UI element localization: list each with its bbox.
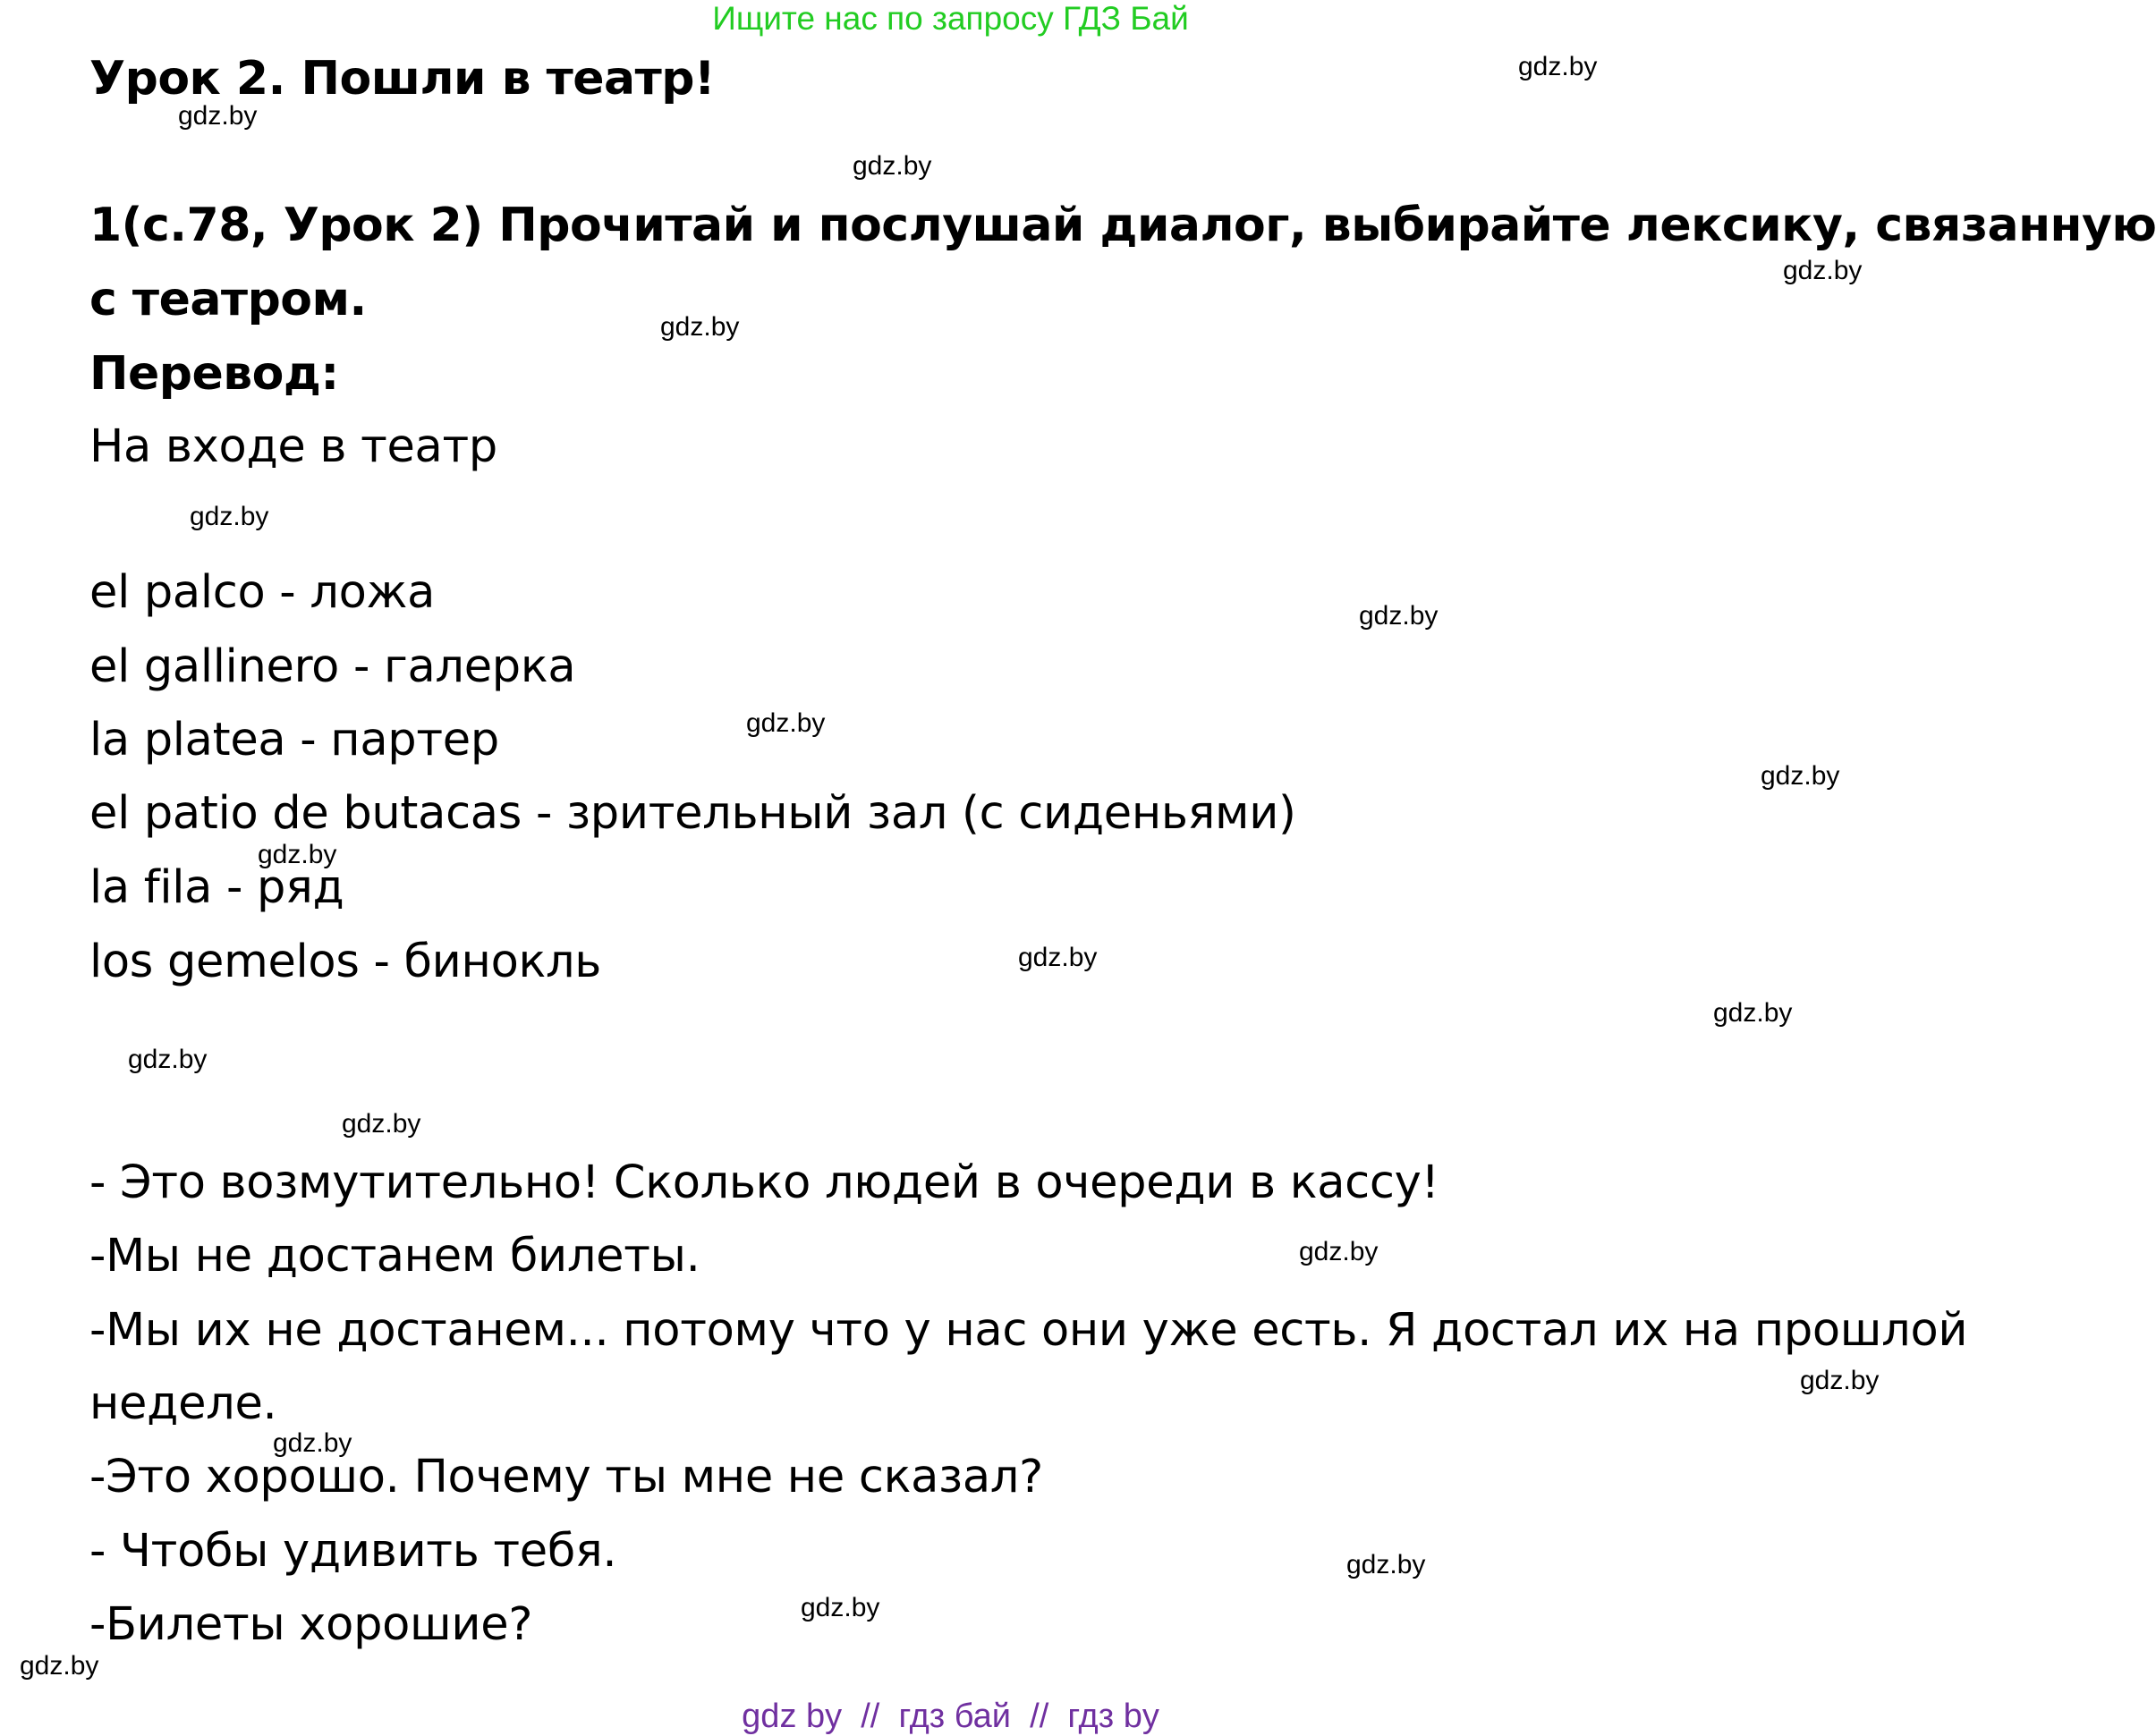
watermark: gdz.by	[1800, 1366, 1880, 1395]
watermark: gdz.by	[1761, 761, 1840, 791]
watermark: gdz.by	[1346, 1550, 1426, 1579]
watermark: gdz.by	[190, 502, 269, 531]
dialogue-line: - Чтобы удивить тебя.	[89, 1525, 617, 1578]
watermark: gdz.by	[342, 1109, 421, 1139]
watermark: gdz.by	[258, 840, 337, 869]
watermark: gdz.by	[853, 151, 932, 181]
watermark: gdz.by	[1359, 601, 1439, 631]
watermark: gdz.by	[1018, 943, 1098, 972]
vocab-item: los gemelos - бинокль	[89, 936, 602, 988]
task-heading-line-1: 1(с.78, Урок 2) Прочитай и послушай диалог, выбирайте лексику, связанную	[89, 199, 2156, 252]
section-subtitle: На входе в театр	[89, 420, 497, 473]
watermark: gdz.by	[20, 1651, 99, 1681]
vocab-item: el palco - ложа	[89, 566, 436, 619]
dialogue-line: -Это хорошо. Почему ты мне не сказал?	[89, 1451, 1043, 1503]
translation-label: Перевод:	[89, 347, 339, 401]
watermark: gdz.by	[128, 1045, 208, 1074]
dialogue-line: неделе.	[89, 1377, 277, 1430]
watermark: gdz.by	[1518, 52, 1598, 81]
watermark: gdz.by	[801, 1593, 880, 1622]
dialogue-line: - Это возмутительно! Сколько людей в очереди в кассу!	[89, 1156, 1439, 1209]
vocab-item: el gallinero - галерка	[89, 640, 576, 693]
watermark: gdz.by	[178, 101, 258, 131]
watermark: gdz.by	[660, 312, 740, 342]
vocab-item: el patio de butacas - зрительный зал (с сиденьями)	[89, 787, 1296, 840]
dialogue-line: -Мы не достанем билеты.	[89, 1230, 700, 1283]
vocab-item: la fila - ряд	[89, 861, 344, 914]
lesson-title: Урок 2. Пошли в театр!	[89, 52, 716, 106]
dialogue-line: -Мы их не достанем... потому что у нас они уже есть. Я достал их на прошлой	[89, 1304, 1968, 1357]
watermark: gdz.by	[1783, 256, 1863, 285]
watermark: gdz.by	[1299, 1237, 1379, 1266]
footer-links: gdz by // гдз бай // гдз by	[742, 1698, 1159, 1735]
search-banner: Ищите нас по запросу ГДЗ Бай	[712, 0, 1189, 37]
watermark: gdz.by	[1713, 998, 1793, 1028]
vocab-item: la platea - партер	[89, 714, 499, 766]
task-heading-line-2: с театром.	[89, 273, 367, 326]
watermark: gdz.by	[273, 1428, 352, 1458]
dialogue-line: -Билеты хорошие?	[89, 1598, 533, 1651]
watermark: gdz.by	[746, 708, 826, 738]
